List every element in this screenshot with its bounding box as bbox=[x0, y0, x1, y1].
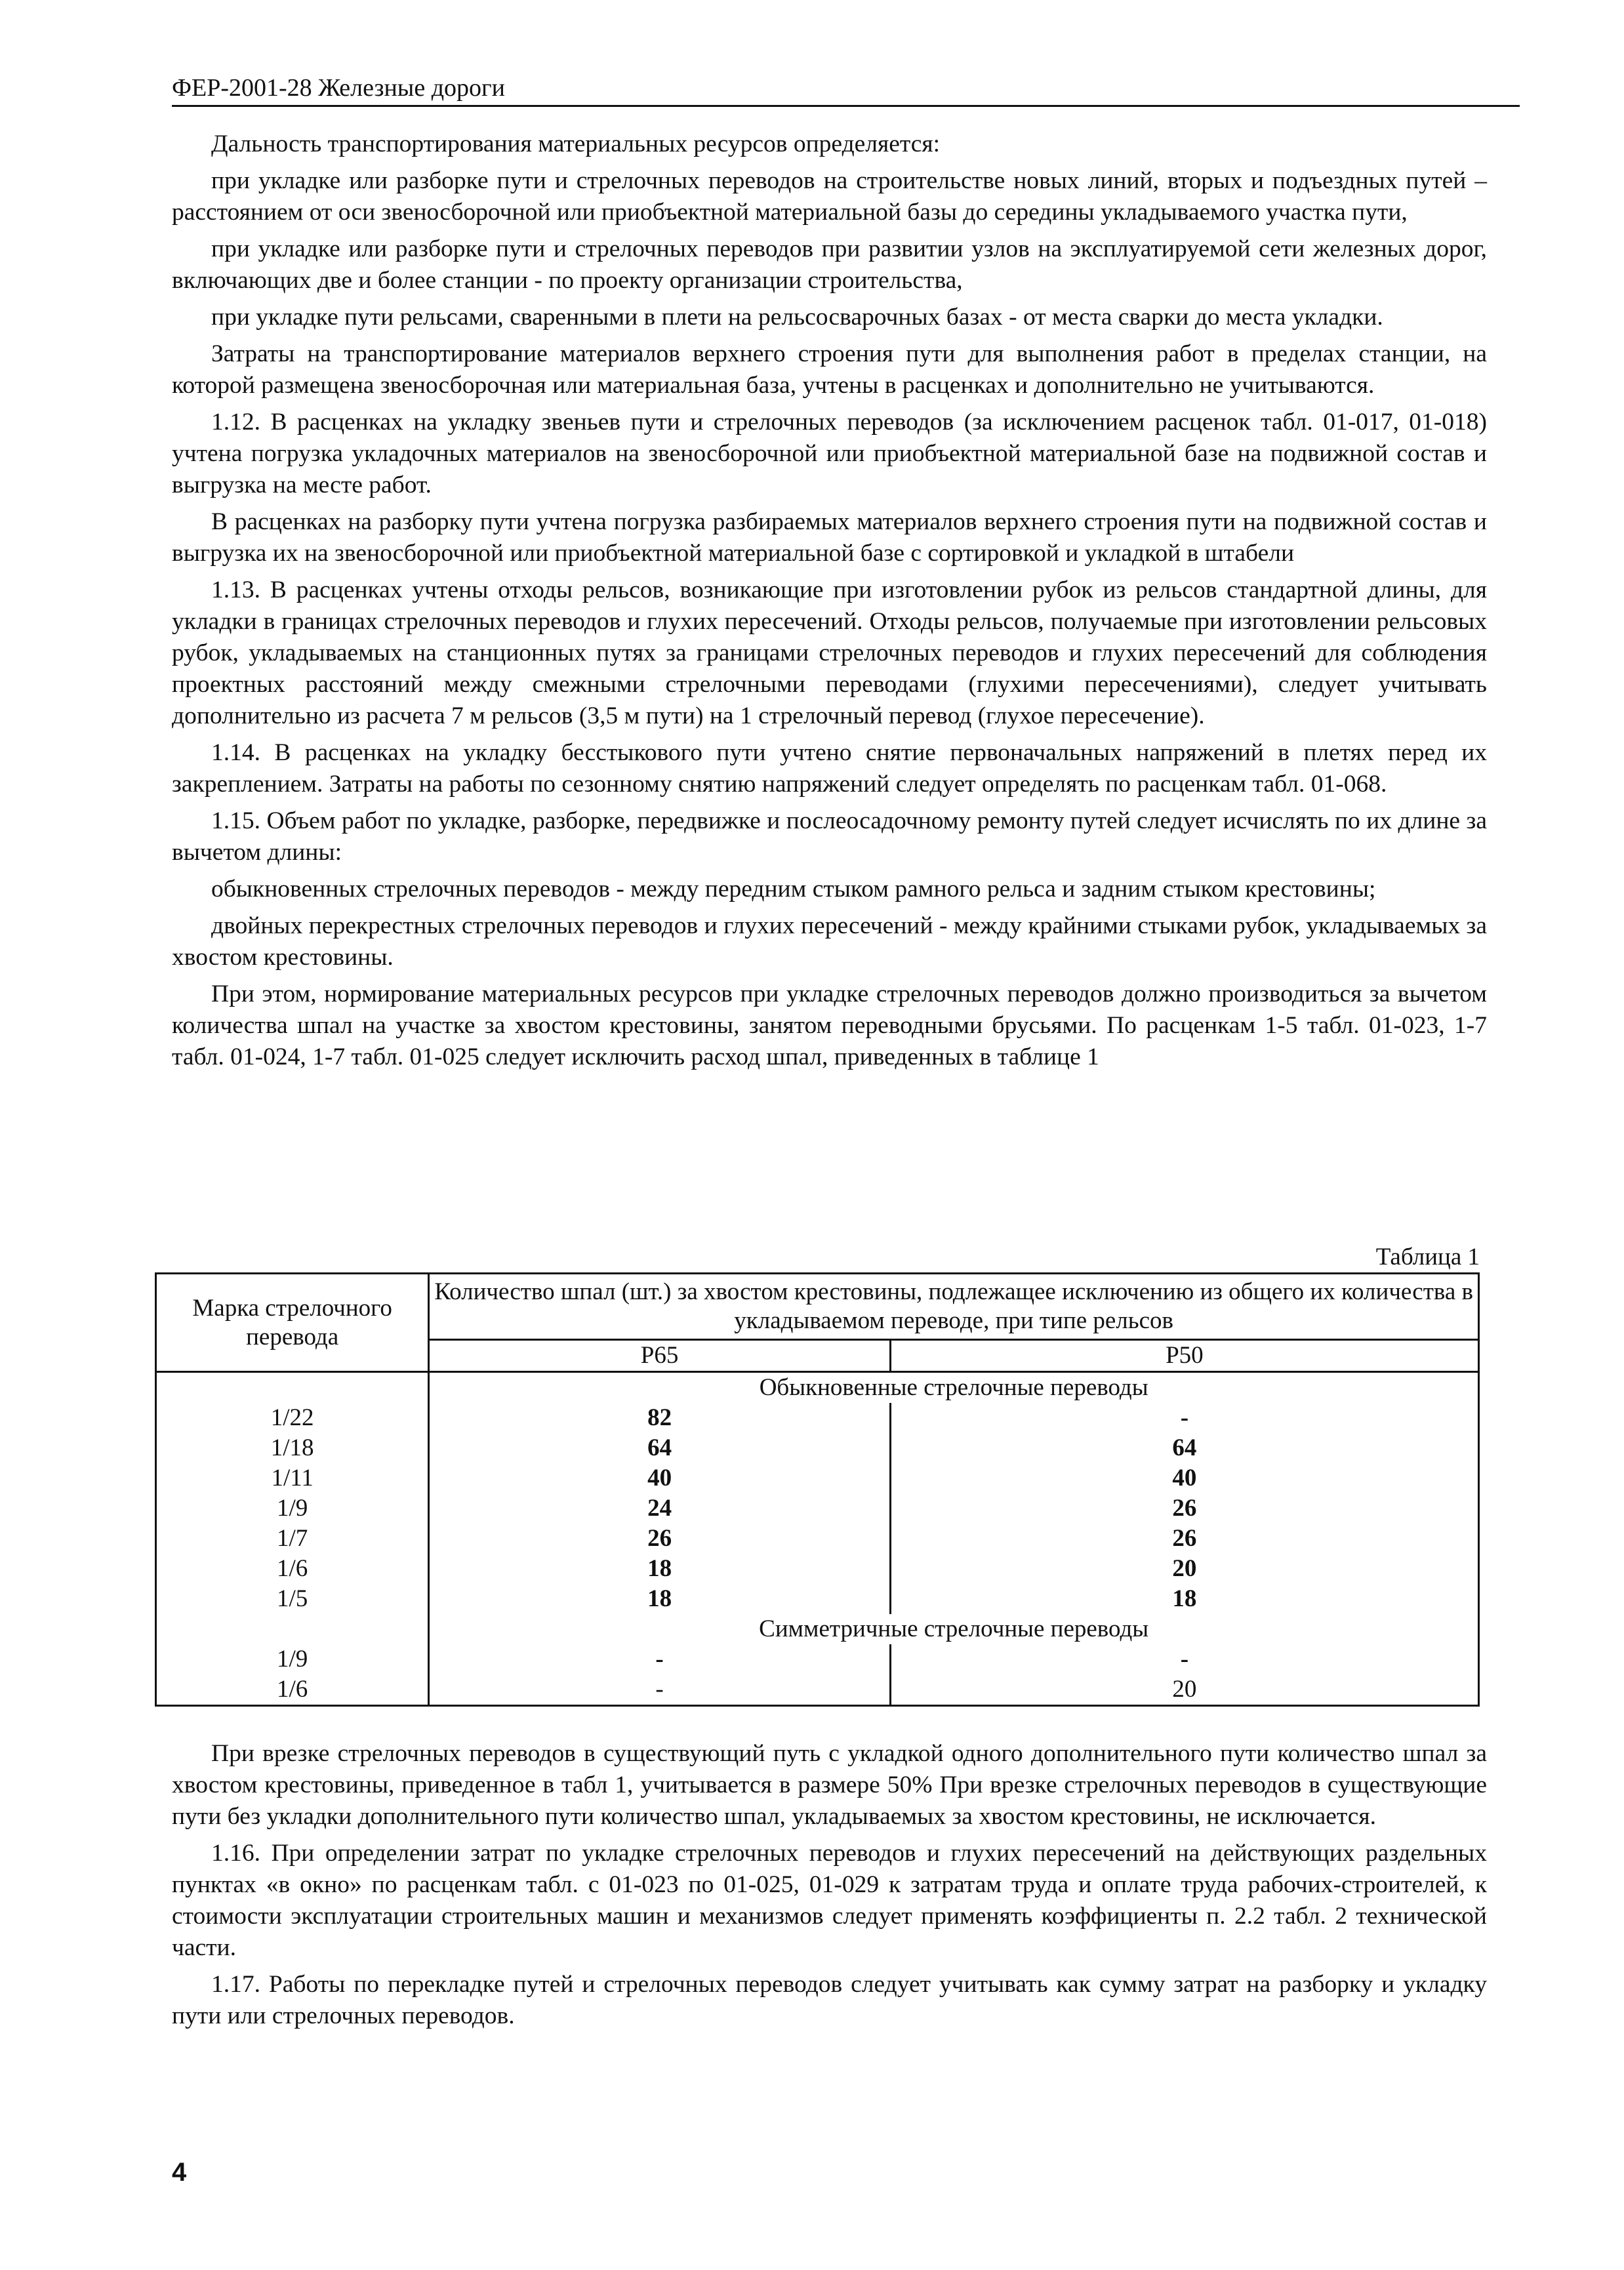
cell-p65: 24 bbox=[429, 1493, 891, 1524]
table-section-row bbox=[156, 1614, 1479, 1644]
paragraph: Дальность транспортирования материальных ресурсов определяется: bbox=[211, 131, 941, 157]
table-header-row bbox=[156, 1274, 1479, 1340]
cell-p50: 40 bbox=[890, 1463, 1478, 1493]
cell-p50: 18 bbox=[890, 1584, 1478, 1614]
table-row bbox=[156, 1674, 1479, 1706]
table-row bbox=[156, 1463, 1479, 1493]
paragraph: 1.17. Работы по перекладке путей и стрелочных переводов следует учитывать как сумму затрат на разборку и укладку пути или стрелочных переводов. bbox=[172, 1971, 1487, 2029]
page-header bbox=[172, 73, 1520, 107]
cell-p50: - bbox=[890, 1403, 1478, 1433]
section-title: Симметричные стрелочные переводы bbox=[429, 1614, 1479, 1644]
cell-p50: 26 bbox=[890, 1524, 1478, 1554]
cell-p50: 20 bbox=[890, 1554, 1478, 1584]
paragraph: при укладке пути рельсами, сваренными в плети на рельсосварочных базах - от места сварки до места укладки. bbox=[211, 304, 1383, 331]
cell-p65: 64 bbox=[429, 1433, 891, 1463]
table-caption: Таблица 1 bbox=[1375, 1244, 1480, 1270]
col-p50-header: Р50 bbox=[890, 1340, 1478, 1372]
cell-p50: 26 bbox=[890, 1493, 1478, 1524]
cell-p65: 40 bbox=[429, 1463, 891, 1493]
paragraph: 1.14. В расценках на укладку бесстыкового пути учтено снятие первоначальных напряжений в плетях перед их закреплением. Затраты на работы по сезонному снятию напряжений следует определять по расценкам табл. 01-068. bbox=[172, 739, 1487, 798]
paragraph: 1.12. В расценках на укладку звеньев пути и стрелочных переводов (за исключением расценок табл. 01-017, 01-018) учтена погрузка укладочных материалов на звеносборочной или приобъектной материальной базе на подвижной состав и выгрузка на месте работ. bbox=[172, 409, 1487, 498]
paragraph: обыкновенных стрелочных переводов - между передним стыком рамного рельса и задним стыком крестовины; bbox=[211, 876, 1376, 902]
cell-mark: 1/6 bbox=[156, 1554, 429, 1584]
cell-p65: - bbox=[429, 1674, 891, 1706]
cell-mark: 1/7 bbox=[156, 1524, 429, 1554]
cell-p65: 18 bbox=[429, 1584, 891, 1614]
col-mark-header: Марка стрелочного перевода bbox=[156, 1274, 429, 1372]
paragraph: При врезке стрелочных переводов в существующий путь с укладкой одного дополнительного пути количество шпал за хвостом крестовины, приведенное в табл 1, учитывается в размере 50% При врезке стрелочных переводов в существующие пути без укладки дополнительного пути количество шпал, укладываемых за хвостом крестовины, не исключается. bbox=[172, 1740, 1487, 1830]
cell-mark: 1/22 bbox=[156, 1403, 429, 1433]
page-number: 4 bbox=[172, 2158, 187, 2187]
section-title: Обыкновенные стрелочные переводы bbox=[429, 1372, 1479, 1404]
table-row bbox=[156, 1493, 1479, 1524]
cell-mark: 1/18 bbox=[156, 1433, 429, 1463]
table-row bbox=[156, 1554, 1479, 1584]
cell-mark: 1/9 bbox=[156, 1644, 429, 1674]
table-row bbox=[156, 1433, 1479, 1463]
paragraph: При этом, нормирование материальных ресурсов при укладке стрелочных переводов должно производиться за вычетом количества шпал на участке за хвостом крестовины, занятом переводными брусьями. По расценкам 1-5 табл. 01-023, 1-7 табл. 01-024, 1-7 табл. 01-025 следует исключить расход шпал, приведенных в таблице 1 bbox=[172, 981, 1487, 1070]
body-text-bottom bbox=[172, 1738, 1487, 2037]
paragraph: двойных перекрестных стрелочных переводов и глухих пересечений - между крайними стыками рубок, укладываемых за хвостом крестовины. bbox=[172, 912, 1487, 971]
sleepers-table bbox=[155, 1272, 1480, 1707]
cell-mark: 1/5 bbox=[156, 1584, 429, 1614]
table-section-row bbox=[156, 1372, 1479, 1404]
cell-p50: 20 bbox=[890, 1674, 1478, 1706]
paragraph: Затраты на транспортирование материалов верхнего строения пути для выполнения работ в пределах станции, на которой размещена звеносборочная или материальная база, учтены в расценках и дополнительно не учитываются. bbox=[172, 340, 1487, 399]
cell-p65: 26 bbox=[429, 1524, 891, 1554]
table-row bbox=[156, 1524, 1479, 1554]
paragraph: В расценках на разборку пути учтена погрузка разбираемых материалов верхнего строения пути на подвижной состав и выгрузка их на звеносборочной или приобъектной материальной базе с сортировкой и укладкой в штабели bbox=[172, 508, 1487, 567]
cell-p50: - bbox=[890, 1644, 1478, 1674]
cell-p50: 64 bbox=[890, 1433, 1478, 1463]
body-text-top bbox=[172, 129, 1487, 1078]
cell-mark: 1/11 bbox=[156, 1463, 429, 1493]
table-row bbox=[156, 1584, 1479, 1614]
table-row bbox=[156, 1644, 1479, 1674]
cell-p65: - bbox=[429, 1644, 891, 1674]
paragraph: при укладке или разборке пути и стрелочных переводов при развитии узлов на эксплуатируемой сети железных дорог, включающих две и более станции - по проекту организации строительства, bbox=[172, 235, 1487, 294]
col-count-header: Количество шпал (шт.) за хвостом крестовины, подлежащее исключению из общего их количества в укладываемом переводе, при типе рельсов bbox=[429, 1274, 1479, 1340]
cell-mark: 1/6 bbox=[156, 1674, 429, 1706]
cell-p65: 18 bbox=[429, 1554, 891, 1584]
paragraph: 1.15. Объем работ по укладке, разборке, передвижке и послеосадочному ремонту путей следует исчислять по их длине за вычетом длины: bbox=[172, 807, 1487, 866]
paragraph: 1.16. При определении затрат по укладке стрелочных переводов и глухих пересечений на действующих раздельных пунктах «в окно» по расценкам табл. с 01-023 по 01-025, 01-029 к затратам труда и оплате труда рабочих-строителей, к стоимости эксплуатации строительных машин и механизмов следует применять коэффициенты п. 2.2 табл. 2 технической части. bbox=[172, 1840, 1487, 1961]
cell-mark: 1/9 bbox=[156, 1493, 429, 1524]
cell-p65: 82 bbox=[429, 1403, 891, 1433]
table-row bbox=[156, 1403, 1479, 1433]
paragraph: 1.13. В расценках учтены отходы рельсов, возникающие при изготовлении рубок из рельсов стандартной длины, для укладки в границах стрелочных переводов и глухих пересечений. Отходы рельсов, получаемые при изготовлении рельсовых рубок, укладываемых на станционных путях за границами стрелочных переводов и глухих пересечений для соблюдения проектных расстояний между смежными стрелочными переводами (глухими пересечениями), следует учитывать дополнительно из расчета 7 м рельсов (3,5 м пути) на 1 стрелочный перевод (глухое пересечение). bbox=[172, 577, 1487, 729]
paragraph: при укладке или разборке пути и стрелочных переводов на строительстве новых линий, вторых и подъездных путей – расстоянием от оси звеносборочной или приобъектной материальной базы до середины укладываемого участка пути, bbox=[172, 167, 1487, 226]
header-title: ФЕР-2001-28 Железные дороги bbox=[172, 74, 505, 102]
col-p65-header: Р65 bbox=[429, 1340, 891, 1372]
